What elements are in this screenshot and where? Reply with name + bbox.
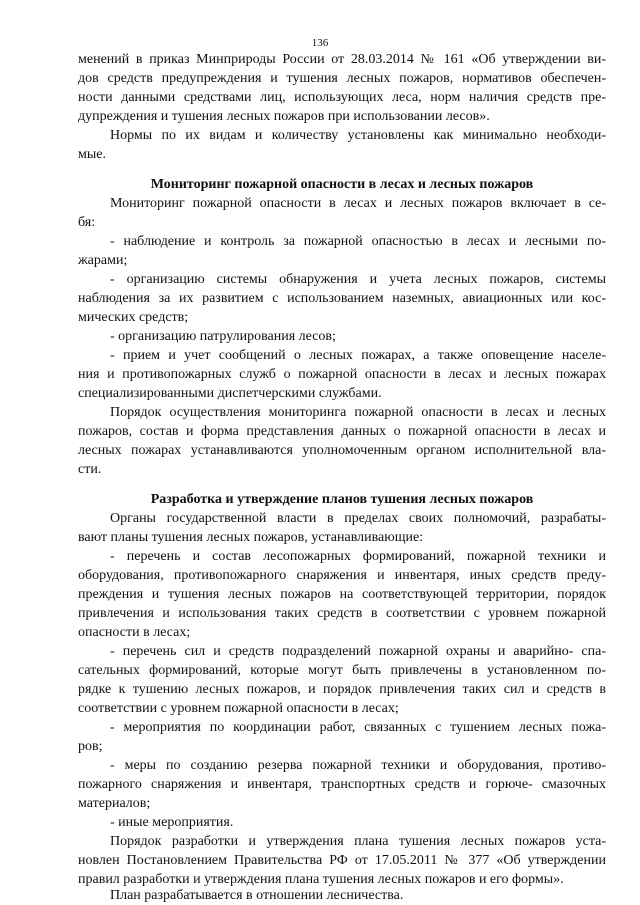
text-line: лесных пожарах устанавливаются уполномоченным органом исполнительной вла- [78, 443, 606, 458]
section-heading: Мониторинг пожарной опасности в лесах и лесных пожаров [150, 177, 534, 192]
text-line: опасности в лесах; [78, 625, 191, 640]
page-number: 136 [311, 37, 329, 49]
text-line: рядке к тушению лесных пожаров, и порядок привлечения таких сил и средств в [78, 682, 606, 697]
text-line: Порядок осуществления мониторинга пожарной опасности в лесах и лесных [110, 405, 606, 420]
text-line: оборудования, противопожарного снаряжения и инвентаря, иных средств преду- [78, 568, 606, 583]
text-line: Порядок разработки и утверждения плана тушения лесных пожаров уста- [110, 834, 606, 849]
text-line: материалов; [78, 796, 151, 811]
text-line: пожаров, состав и форма представления данных о пожарной опасности в лесах и [78, 424, 606, 439]
text-line: соответствии с уровнем пожарной опасности в лесах; [78, 701, 399, 716]
text-line: План разрабатывается в отношении лесничества. [110, 888, 404, 903]
text-line: ности данными средствами лиц, использующих леса, норм наличия средств пре- [78, 90, 606, 105]
text-line: мических средств; [78, 310, 189, 325]
text-line: ров; [78, 739, 103, 754]
list-item: - иные мероприятия. [110, 815, 234, 830]
text-line: Мониторинг пожарной опасности в лесах и лесных пожаров включает в се- [110, 196, 606, 211]
text-line: ния и противопожарных служб о пожарной опасности в лесах и лесных пожарах [78, 367, 606, 382]
text-line: сательных формирований, которые могут быть привлечены в установленном по- [78, 663, 606, 678]
text-line: жарами; [78, 253, 128, 268]
text-line: Органы государственной власти в пределах своих полномочий, разрабаты- [110, 511, 606, 526]
list-item: - мероприятия по координации работ, связанных с тушением лесных пожа- [110, 720, 606, 735]
text-line: мые. [78, 147, 106, 162]
text-line: преждения и тушения лесных пожаров на соответствующей территории, порядок [78, 587, 606, 602]
text-line: дупреждения и тушения лесных пожаров при использовании лесов». [78, 109, 490, 124]
section-heading: Разработка и утверждение планов тушения лесных пожаров [150, 492, 534, 507]
text-line: пожарного снаряжения и инвентаря, транспортных средств и горюче- смазочных [78, 777, 606, 792]
list-item: - организацию патрулирования лесов; [110, 329, 336, 344]
list-item: - меры по созданию резерва пожарной техники и оборудования, противо- [110, 758, 606, 773]
list-item: - перечень сил и средств подразделений пожарной охраны и аварийно- спа- [110, 644, 606, 659]
text-line: привлечения и использования таких средств в соответствии с уровнем пожарной [78, 606, 606, 621]
list-item: - организацию системы обнаружения и учета лесных пожаров, системы [110, 272, 606, 287]
text-line: Нормы по их видам и количеству установлены как минимально необходи- [110, 128, 606, 143]
list-item: - перечень и состав лесопожарных формирований, пожарной техники и [110, 549, 606, 564]
list-item: - прием и учет сообщений о лесных пожарах, а также оповещение населе- [110, 348, 606, 363]
text-line: правил разработки и утверждения плана тушения лесных пожаров и его формы». [78, 872, 564, 887]
text-line: специализированными диспетчерскими службами. [78, 386, 382, 401]
text-line: вают планы тушения лесных пожаров, устанавливающие: [78, 530, 424, 545]
list-item: - наблюдение и контроль за пожарной опасностью в лесах и лесными по- [110, 234, 606, 249]
text-line: наблюдения за их развитием с использованием наземных, авиационных или кос- [78, 291, 606, 306]
text-line: менений в приказ Минприроды России от 28.03.2014 № 161 «Об утверждении ви- [78, 52, 606, 67]
text-line: бя: [78, 215, 96, 230]
text-line: дов средств предупреждения и тушения лесных пожаров, нормативов обеспечен- [78, 71, 606, 86]
text-line: новлен Постановлением Правительства РФ от 17.05.2011 № 377 «Об утверждении [78, 853, 606, 868]
text-line: сти. [78, 462, 102, 477]
